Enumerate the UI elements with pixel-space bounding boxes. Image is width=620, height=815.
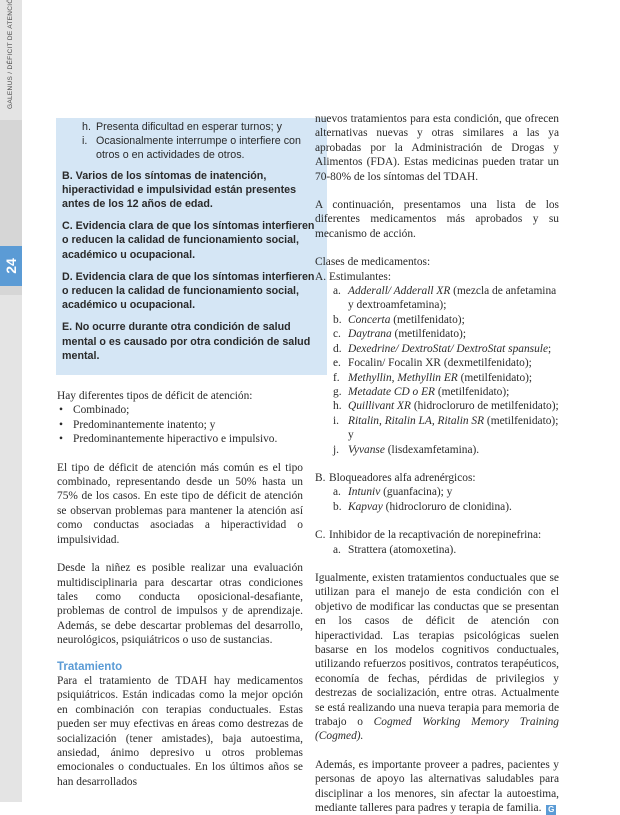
medication-item: f. Methyllin, Methyllin ER (metilfenidato); xyxy=(333,371,533,384)
criterion-b: B. Varios de los síntomas de inatención, hiperactividad e impulsividad están presentes antes de los 12 años de edad. xyxy=(62,169,297,211)
paragraph-list-intro: A continuación, presentamos una lista de los diferentes medicamentos más aprobados y su mecanismo de acción. xyxy=(315,199,559,240)
list-item: • Combinado; xyxy=(57,403,303,417)
paragraph-treatment: Para el tratamiento de TDAH hay medicamentos psiquiátricos. Están indicadas como la mejor opción en combinación con terapias conductuales. Estas pueden ser muy efectivas en áreas como destrezas de socialización (tener amistades), baja autoestima, ansiedad, ánimo depresivo u otros problemas emocionales o conductuales. En los últimos años se han desarrollados xyxy=(57,674,303,788)
medication-group-c: C. Inhibidor de la recaptivación de norepinefrina: a. Strattera (atomoxetina). xyxy=(315,528,559,557)
medication-item: b. Concerta (metilfenidato); xyxy=(333,313,465,326)
paragraph-closing: Además, es importante proveer a padres, pacientes y personas de apoyo las alternativas saludables para disciplinar a los menores, sin afectar la autoestima, mediante talleres para padres y terapia de familia. G xyxy=(315,758,559,815)
criterion-e: E. No ocurre durante otra condición de salud mental o es causado por otra condición de salud mental. xyxy=(62,321,311,362)
medication-item: d. Dexedrine/ DextroStat/ DextroStat spansule; xyxy=(333,342,552,355)
medication-item: h. Quillivant XR (hidrocloruro de metilfenidato); xyxy=(333,400,559,413)
page-number: 24 xyxy=(3,258,19,274)
medication-group-a: A. Estimulantes: a. Adderall/ Adderall XR (mezcla de anfetamina y dextroamfetamina); b. Concerta (metilfenidato); c. Daytrana (metilfenidato); d. Dexedrine/ DextroStat/ DextroStat spansule; e. Focalin/ Focalin XR (dexmetilfenidato); f. Methyllin, Methyllin ER (metilfenidato); g. Metadate CD o ER (metilfenidato); h. Quillivant XR (hidrocloruro de metilfenidato); i. Ritalin, Ritalin LA, Ritalin SR (metilfenidato); y j. Vyvanse (lisdexamfetamina). xyxy=(315,270,559,456)
running-head xyxy=(4,95,134,109)
criteria-box xyxy=(56,118,327,375)
medication-item: a. Intuniv (guanfacina); y xyxy=(333,486,453,499)
medication-item: i. Ritalin, Ritalin LA, Ritalin SR (metilfenidato); y xyxy=(333,414,559,442)
types-intro: Hay diferentes tipos de déficit de atención: xyxy=(57,390,253,403)
medication-group-b: B. Bloqueadores alfa adrenérgicos: a. Intuniv (guanfacina); y b. Kapvay (hidrocloruro de clonidina). xyxy=(315,471,559,514)
left-column xyxy=(57,112,315,789)
list-item: • Predominantemente hiperactivo e impulsivo. xyxy=(57,432,303,446)
medication-item: g. Metadate CD o ER (metilfenidato); xyxy=(333,385,510,398)
treatment-heading: Tratamiento xyxy=(57,660,123,673)
criterion-c: C. Evidencia clara de que los síntomas interfieren o reducen la calidad de funcionamiento social, académico u ocupacional. xyxy=(62,220,315,261)
classes-title: Clases de medicamentos: xyxy=(315,256,431,269)
list-item: • Predominantemente inatento; y xyxy=(57,418,303,432)
medication-item: b. Kapvay (hidrocloruro de clonidina). xyxy=(333,500,512,513)
right-column xyxy=(315,112,559,815)
medication-item: a. Strattera (atomoxetina). xyxy=(333,543,457,556)
medication-item: c. Daytrana (metilfenidato); xyxy=(333,328,467,341)
medication-item: a. Adderall/ Adderall XR (mezcla de anfetamina y dextroamfetamina); xyxy=(333,285,557,312)
criteria-sub-item: h. Presenta dificultad en esperar turnos; y xyxy=(82,121,282,133)
end-of-article-icon: G xyxy=(548,805,555,815)
paragraph-behavioral: Igualmente, existen tratamientos conductuales que se utilizan para el manejo de esta condición con el objetivo de modificar las conductas que se presentan en los casos de déficit de atención con hiperactividad. Las terapias psicológicas suelen basarse en los modelos cognitivos conductuales, utilizando refuerzos positivos, contratos terapéuticos, economía de fechas, pérdidas de privilegios y destrezas de socialización, entre otras. Actualmente se está realizando una nueva terapia para memoria de trabajo o Cogmed Working Memory Training (Cogmed). xyxy=(315,571,559,743)
medication-item: j. Vyvanse (lisdexamfetamina). xyxy=(333,443,480,456)
paragraph-continuation: nuevos tratamientos para esta condición, que ofrecen alternativas nuevas y otras similares a las ya aprobadas por la Administración de Drogas y Alimentos (FDA). Estas medicinas pueden tratar un 70-80% de los síntomas del TDAH. xyxy=(315,113,559,183)
page-number-badge xyxy=(0,246,22,286)
types-list xyxy=(57,403,303,446)
criterion-d: D. Evidencia clara de que los síntomas interfieren o reducen la calidad de funcionamiento social, académico u ocupacional. xyxy=(62,270,315,312)
medication-item: e. Focalin/ Focalin XR (dexmetilfenidato); xyxy=(333,357,532,370)
paragraph-combined: El tipo de déficit de atención más común es el tipo combinado, representando desde un 50% hasta un 75% de los casos. En este tipo de déficit de atención se observan problemas para mantener la atención así como conductas asociadas a hiperactividad o impulsividad. xyxy=(57,461,303,546)
paragraph-childhood: Desde la niñez es posible realizar una evaluación multidisciplinaria para descartar otras condiciones tales como conducta oposicional-desafiante, problemas de control de impulsos y de aprendizaje. Además, se debe descartar problemas del desarrollo, neurológicos, psiquiátricos o uso de sustancias. xyxy=(57,562,303,647)
criteria-sub-item: i. Ocasionalmente interrumpe o interfiere con otros o en actividades de otros. xyxy=(82,135,301,162)
